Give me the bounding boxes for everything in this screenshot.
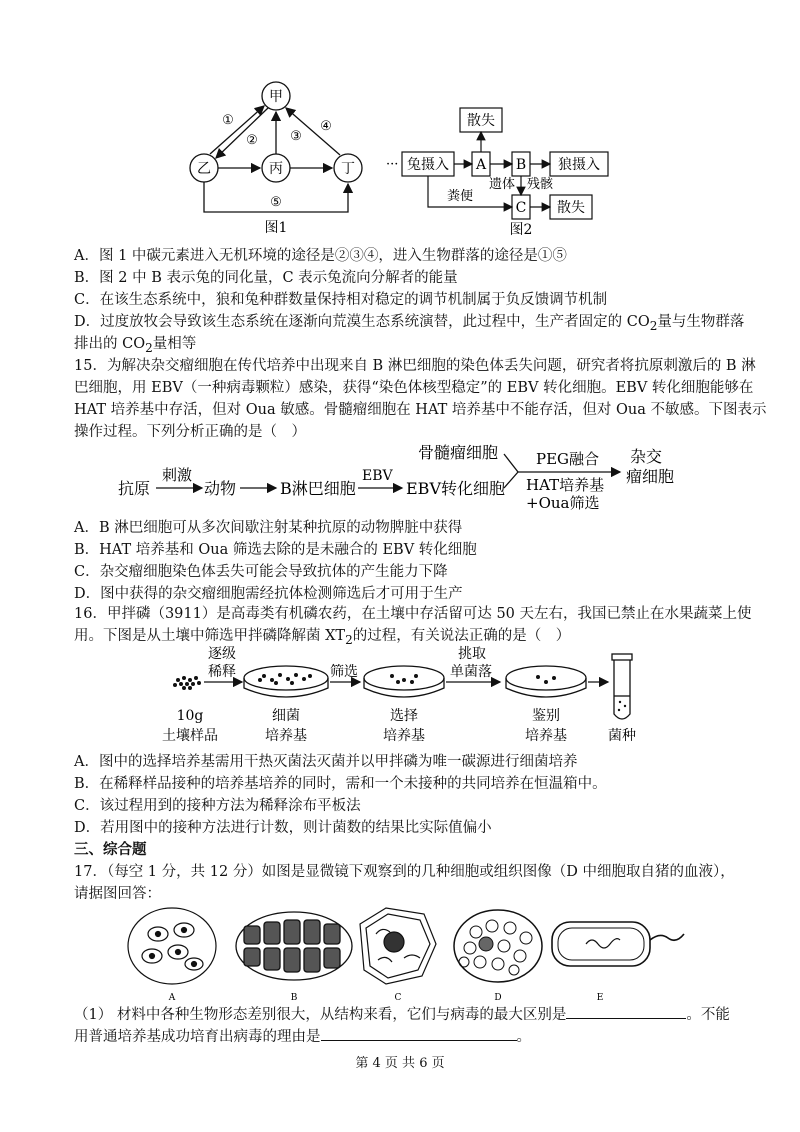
q17-sub1-text-d: 。 (516, 1029, 531, 1045)
label-screen: 筛选 (330, 664, 358, 680)
label-pick-1: 挑取 (458, 646, 486, 662)
arrow-label-1: ① (222, 113, 234, 128)
q14-option-d-text1: D．过度放牧会导致该生态系统在逐渐向荒漠生态系统演替，此过程中，生产者固定的 CO (74, 314, 650, 330)
box-lost-right: 散失 (557, 200, 585, 216)
arrow-label-5: ⑤ (270, 195, 282, 210)
flow-stimulate: 刺激 (162, 466, 193, 484)
label-feces: 粪便 (446, 189, 474, 204)
q15-stem-line4: 操作过程。下列分析正确的是（ ） (74, 424, 306, 440)
label-bact-1: 细菌 (272, 708, 300, 724)
cell-label-e: E (596, 993, 604, 1003)
flow-b-cell: B淋巴细胞 (280, 479, 356, 498)
node-ding: 丁 (341, 161, 355, 177)
box-a: A (475, 157, 487, 173)
q16-option-b: B．在稀释样品接种的培养基培养的同时，需和一个未接种的共同培养在恒温箱中。 (74, 776, 607, 792)
q17-sub1-text-b: 。不能 (686, 1007, 730, 1023)
dots: ··· (386, 157, 399, 172)
q17-sub1-line2 (74, 1026, 531, 1047)
box-lost-top: 散失 (467, 113, 495, 129)
flow-myeloma: 骨髓瘤细胞 (418, 443, 499, 462)
label-iden-2: 培养基 (525, 728, 567, 744)
q14-option-a: A．图 1 中碳元素进入无机环境的途径是②③④，进入生物群落的途径是①⑤ (74, 248, 567, 264)
figure-2-energy-flow (380, 102, 620, 238)
label-residue: 残骸 (526, 177, 554, 192)
node-yi: 乙 (197, 161, 211, 177)
box-c: C (515, 200, 527, 216)
cell-image-b (236, 912, 352, 980)
node-jia: 甲 (269, 89, 283, 105)
q16-stem-text-b: 的过程，有关说法正确的是（ ） (352, 628, 571, 644)
label-bact-2: 培养基 (265, 728, 307, 744)
q15-option-c: C．杂交瘤细胞染色体丢失可能会导致抗体的产生能力下降 (74, 564, 448, 580)
subscript-2: 2 (649, 318, 658, 333)
q14-option-d-text4: 量相等 (152, 336, 197, 352)
q14-option-b: B．图 2 中 B 表示兔的同化量，C 表示兔流向分解者的能量 (74, 270, 458, 286)
label-remains: 遗体 (488, 177, 516, 192)
label-sample-1: 10g (176, 708, 204, 724)
cell-image-a (128, 908, 216, 984)
cell-label-d: D (494, 993, 502, 1003)
q16-option-c: C．该过程用到的接种方法为稀释涂布平板法 (74, 798, 361, 814)
node-bing: 丙 (269, 161, 283, 177)
q15-stem-line2: 巴细胞，用 EBV（一种病毒颗粒）感染，获得“染色体核型稳定”的 EBV 转化细胞。EBV 转化细胞能够在 (74, 380, 754, 396)
arrow-label-4: ④ (320, 119, 332, 134)
answer-blank-2[interactable] (321, 1026, 517, 1041)
figure-2-caption: 图2 (509, 222, 533, 238)
label-strain: 菌种 (608, 728, 636, 744)
cell-label-b: B (290, 993, 298, 1003)
subscript-2: 2 (345, 632, 353, 647)
q17-stem-line1: 17．（每空 1 分，共 12 分）如图是显微镜下观察到的几种细胞或组织图像（D 中细胞取自猪的血液）， (74, 864, 735, 880)
cell-image-c (360, 908, 436, 984)
cell-image-d (454, 910, 542, 982)
q14-option-c: C．在该生态系统中，狼和兔种群数量保持相对稳定的调节机制属于负反馈调节机制 (74, 292, 608, 308)
label-iden-1: 鉴别 (532, 708, 560, 724)
section-title-comprehensive: 三、综合题 (74, 841, 147, 858)
q16-stem-text-a: 用。下图是从土壤中筛选甲拌磷降解菌 XT (74, 628, 346, 644)
page-footer: 第 4 页 共 6 页 (355, 1056, 445, 1071)
q14-option-d-line1 (74, 312, 744, 336)
cell-label-a: A (168, 993, 176, 1003)
box-wolf-intake: 狼摄入 (558, 157, 600, 173)
flow-ebv: EBV (362, 468, 393, 484)
q14-option-d-text3: 排出的 CO (74, 336, 146, 352)
flow-hybrid-1: 杂交 (630, 447, 663, 466)
flow-peg: PEG融合 (536, 450, 600, 468)
q14-option-d-line2 (74, 334, 196, 358)
q15-option-b: B．HAT 培养基和 Oua 筛选去除的是未融合的 EBV 转化细胞 (74, 542, 477, 558)
q16-option-d: D．若用图中的接种方法进行计数，则计菌数的结果比实际值偏小 (74, 820, 492, 836)
label-sample-2: 土壤样品 (162, 728, 218, 744)
q17-sub1-line1 (74, 1004, 730, 1025)
flow-ebv-cell: EBV转化细胞 (406, 479, 505, 498)
q17-stem-line2: 请据图回答： (74, 886, 161, 902)
flow-hat: HAT培养基 (526, 476, 605, 494)
q15-option-d: D．图中获得的杂交瘤细胞需经抗体检测筛选后才可用于生产 (74, 586, 463, 602)
label-pick-2: 单菌落 (450, 664, 492, 680)
q15-stem-line3: HAT 培养基中存活，但对 Oua 敏感。骨髓瘤细胞在 HAT 培养基中不能存活，但对 Oua 不敏感。下图表示 (74, 402, 767, 418)
box-rabbit-intake: 兔摄入 (407, 157, 449, 173)
soil-sample-dots (173, 676, 201, 690)
q16-stem-line1: 16．甲拌磷（3911）是高毒类有机磷农药，在土壤中存活留可达 50 天左右，我国已禁止在水果蔬菜上使 (74, 606, 752, 622)
q16-screening-diagram (160, 644, 660, 748)
label-dilute-1: 逐级 (208, 646, 236, 662)
label-sel-2: 培养基 (383, 728, 425, 744)
q14-option-d-text2: 量与生物群落 (657, 314, 745, 330)
label-dilute-2: 稀释 (208, 664, 236, 680)
flow-antigen: 抗原 (118, 479, 151, 498)
q15-option-a: A．B 淋巴细胞可从多次间歇注射某种抗原的动物脾脏中获得 (74, 520, 463, 536)
cell-image-e (552, 922, 684, 966)
answer-blank-1[interactable] (566, 1004, 686, 1019)
q17-sub1-text-c: 用普通培养基成功培育出病毒的理由是 (74, 1029, 321, 1045)
figure-1-caption: 图1 (264, 220, 288, 236)
box-b: B (515, 157, 527, 173)
q17-cell-images (124, 904, 694, 1004)
arrow-label-2: ② (246, 133, 258, 148)
q15-stem-line1: 15．为解决杂交瘤细胞在传代培养中出现来自 B 淋巴细胞的染色体丢失问题，研究者将抗原刺激后的 B 淋 (74, 358, 756, 374)
figure-1-carbon-cycle (180, 78, 380, 238)
cell-label-c: C (394, 993, 402, 1003)
flow-animal: 动物 (204, 479, 237, 498)
q17-sub1-text-a: （1） 材料中各种生物形态差别很大，从结构来看，它们与病毒的最大区别是 (74, 1007, 567, 1023)
q16-option-a: A．图中的选择培养基需用干热灭菌法灭菌并以甲拌磷为唯一碳源进行细菌培养 (74, 754, 578, 770)
flow-oua: +Oua筛选 (526, 494, 600, 510)
flow-hybrid-2: 瘤细胞 (626, 467, 675, 486)
arrow-label-3: ③ (290, 129, 302, 144)
q15-flow-diagram (118, 440, 708, 510)
subscript-2: 2 (145, 340, 153, 355)
label-sel-1: 选择 (390, 708, 418, 724)
